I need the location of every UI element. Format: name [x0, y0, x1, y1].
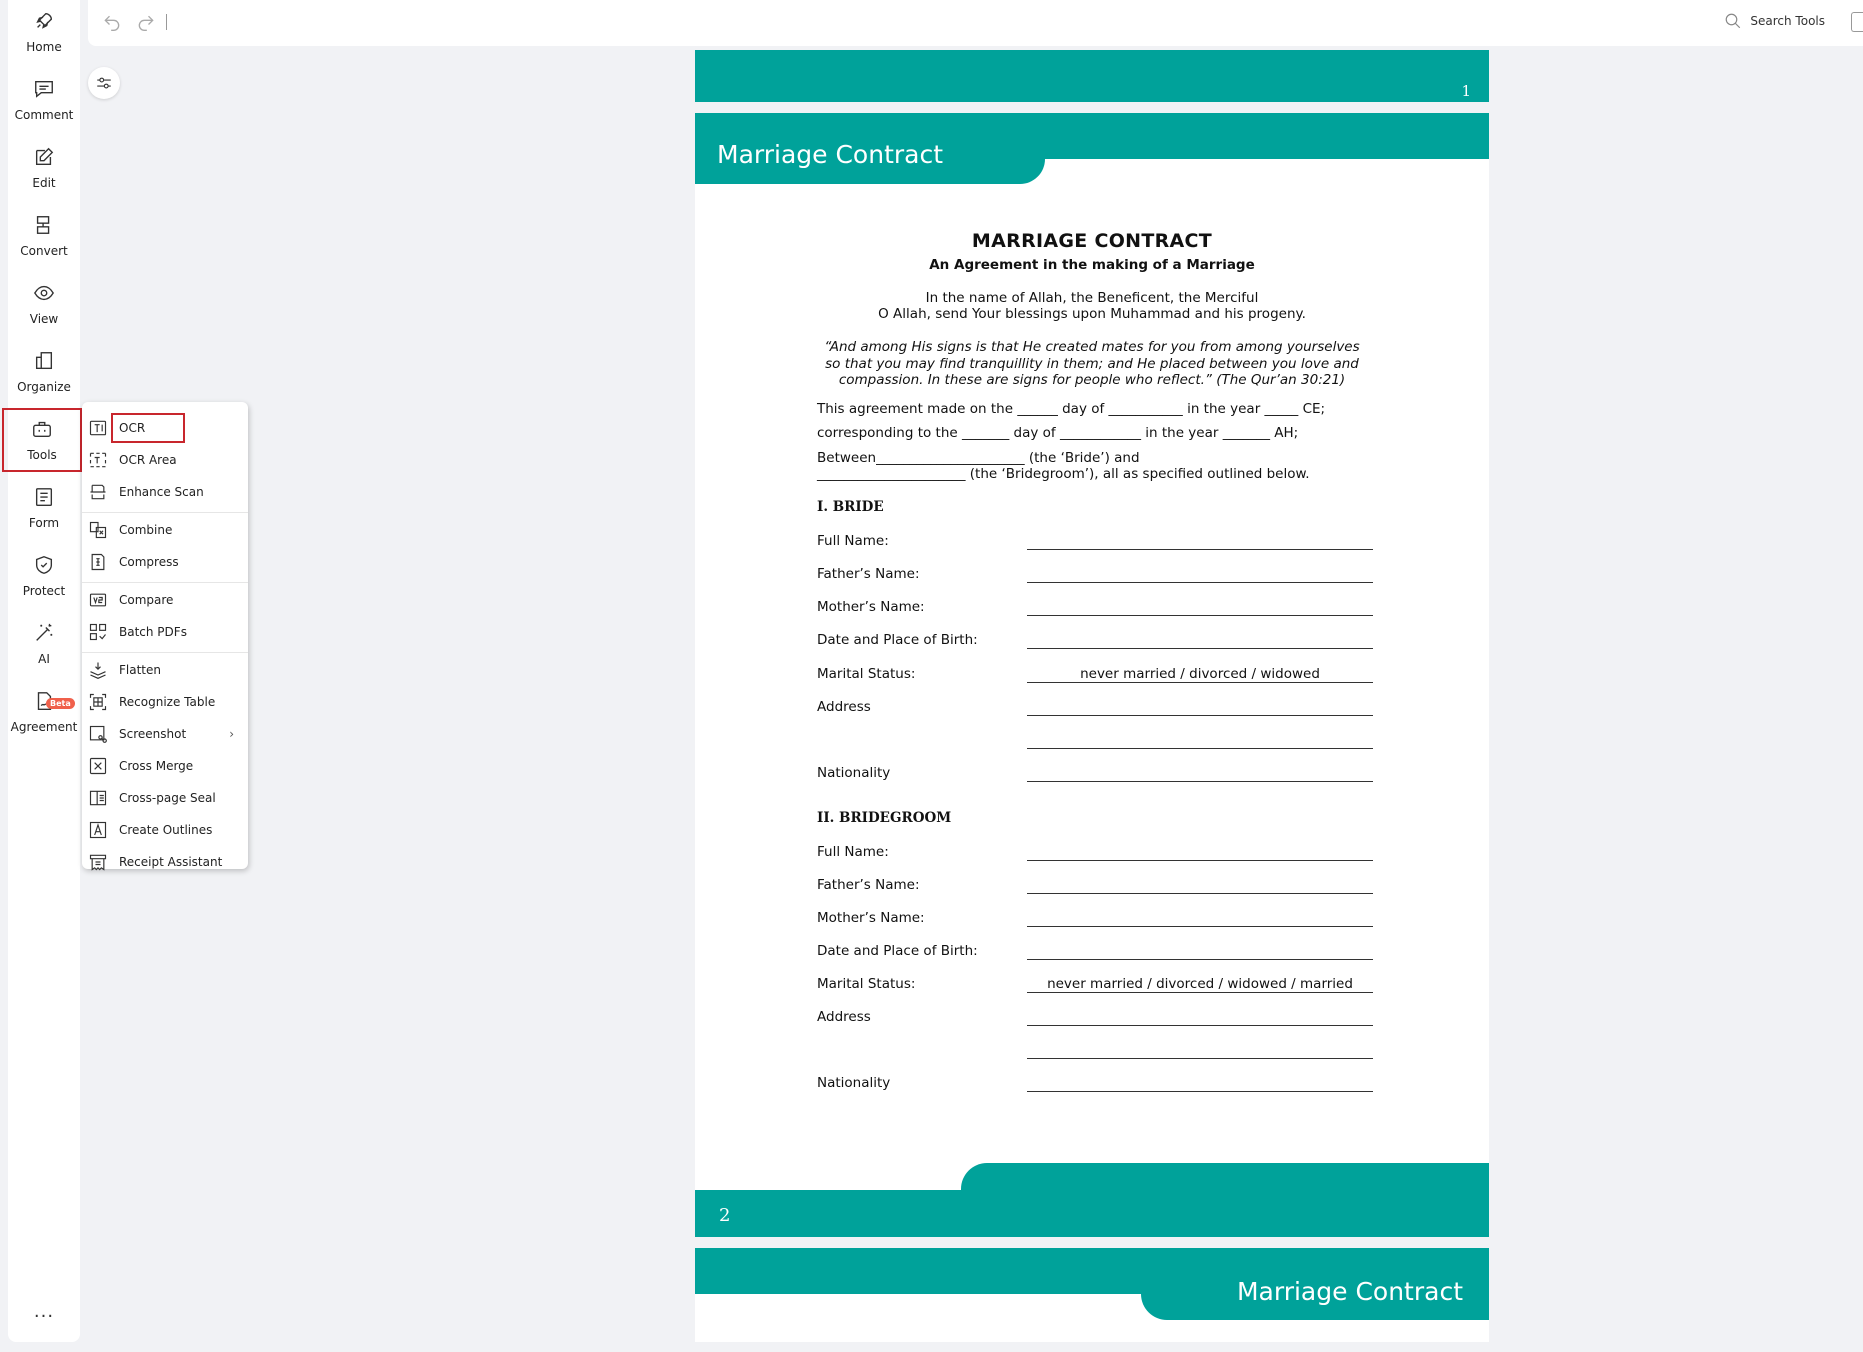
banner-title: Marriage Contract — [1236, 1277, 1463, 1306]
field-label: Date and Place of Birth: — [817, 632, 978, 648]
menu-item-label: Recognize Table — [119, 695, 216, 709]
menu-item-label: Flatten — [119, 663, 161, 677]
magic-wand-icon — [33, 622, 55, 644]
field-underline — [1027, 1091, 1373, 1092]
agreement-line: corresponding to the _______ day of ____________ in the year _______ AH; — [817, 425, 1299, 441]
rail-item-comment[interactable] — [8, 68, 80, 132]
rail-label: Comment — [14, 108, 74, 122]
field-underline — [1027, 992, 1373, 993]
sliders-icon — [95, 74, 113, 92]
field-underline — [1027, 682, 1373, 683]
footer-banner-tab — [961, 1163, 1489, 1193]
receipt-icon — [88, 852, 108, 872]
menu-item-label: Batch PDFs — [119, 625, 187, 639]
form-icon — [33, 486, 55, 508]
comment-icon — [33, 78, 55, 100]
top-toolbar — [88, 0, 1863, 46]
rail-item-agreement[interactable] — [8, 680, 80, 744]
field-underline — [1027, 549, 1373, 550]
field-label: Father’s Name: — [817, 877, 920, 893]
field-underline — [1027, 1058, 1373, 1059]
beta-badge: Beta — [46, 698, 75, 709]
combine-icon — [88, 520, 108, 540]
left-navigation-rail — [8, 0, 80, 1342]
rail-label: Agreement — [10, 720, 78, 734]
menu-item-label: Cross Merge — [119, 759, 194, 773]
page-1-footer — [695, 50, 1489, 102]
field-underline — [1027, 715, 1373, 716]
toolbar-divider — [166, 14, 167, 30]
rail-item-home[interactable] — [8, 0, 80, 64]
rail-label: Convert — [20, 244, 68, 258]
screenshot-icon — [88, 724, 108, 744]
field-label: Father’s Name: — [817, 566, 920, 582]
agreement-line: This agreement made on the ______ day of ___________ in the year _____ CE; — [817, 401, 1326, 417]
menu-item-label: OCR — [113, 415, 183, 441]
undo-button[interactable] — [102, 12, 122, 36]
invocation-line: In the name of Allah, the Beneficent, the Merciful — [925, 290, 1259, 306]
page-2 — [695, 113, 1489, 1237]
field-label: Address — [817, 699, 871, 715]
quote-line: “And among His signs is that He created mates for you from among yourselves — [824, 339, 1360, 355]
shield-icon — [33, 554, 55, 576]
field-label: Full Name: — [817, 533, 889, 549]
invocation-line: O Allah, send Your blessings upon Muhammad and his progeny. — [878, 306, 1306, 322]
undo-icon — [102, 12, 122, 32]
side-panel-icon[interactable] — [1851, 12, 1863, 32]
bridegroom-section-heading: II. BRIDEGROOM — [817, 810, 952, 826]
menu-separator — [82, 582, 248, 583]
convert-icon — [33, 214, 55, 236]
menu-item-label: Compress — [119, 555, 179, 569]
menu-item-screenshot[interactable] — [82, 718, 248, 750]
menu-item-label: Cross-page Seal — [119, 791, 216, 805]
menu-item-batch-pdfs[interactable] — [82, 616, 248, 648]
field-underline — [1027, 959, 1373, 960]
page-number: 1 — [1461, 82, 1471, 100]
more-options-button[interactable]: ... — [33, 1301, 55, 1322]
menu-separator — [82, 652, 248, 653]
field-underline — [1027, 893, 1373, 894]
submenu-chevron-icon: › — [229, 727, 234, 741]
field-label: Mother’s Name: — [817, 599, 925, 615]
field-label: Date and Place of Birth: — [817, 943, 978, 959]
field-underline — [1027, 1025, 1373, 1026]
rail-label: Protect — [22, 584, 66, 598]
menu-item-enhance-scan[interactable] — [82, 476, 248, 508]
cross-merge-icon — [88, 756, 108, 776]
menu-item-create-outlines[interactable] — [82, 814, 248, 846]
menu-separator — [82, 512, 248, 513]
menu-item-flatten[interactable] — [82, 654, 248, 686]
field-underline — [1027, 781, 1373, 782]
search-icon — [1724, 12, 1742, 30]
field-underline — [1027, 582, 1373, 583]
page-3-header — [695, 1248, 1489, 1342]
quote-line: compassion. In these are signs for people who reflect.” (The Qur’an 30:21) — [838, 372, 1346, 388]
field-label: Full Name: — [817, 844, 889, 860]
field-label: Marital Status: — [817, 976, 916, 992]
ocr-area-icon — [88, 450, 108, 470]
quote-line: so that you may find tranquillity in them; and He placed between you love and — [825, 356, 1359, 372]
field-underline — [1027, 748, 1373, 749]
rail-label: Tools — [27, 448, 57, 462]
menu-item-combine[interactable] — [82, 514, 248, 546]
bride-section-heading: I. BRIDE — [817, 499, 884, 515]
menu-item-label: Enhance Scan — [119, 485, 204, 499]
marital-status-options: never married / divorced / widowed — [1080, 666, 1320, 682]
rail-label: Organize — [17, 380, 71, 394]
field-label: Address — [817, 1009, 871, 1025]
menu-item-ocr-area[interactable] — [82, 444, 248, 476]
rocket-icon — [33, 10, 55, 32]
rail-label: Edit — [32, 176, 56, 190]
rail-label: Home — [26, 40, 62, 54]
create-outlines-icon — [88, 820, 108, 840]
rail-label: Form — [28, 516, 60, 530]
rail-label: AI — [38, 652, 50, 666]
search-tools-button[interactable] — [1724, 12, 1825, 30]
batch-pdfs-icon — [88, 622, 108, 642]
rail-item-ai[interactable] — [8, 612, 80, 676]
menu-item-compare[interactable] — [82, 584, 248, 616]
eye-icon — [33, 282, 55, 304]
field-label: Nationality — [817, 765, 891, 781]
redo-icon — [136, 12, 156, 32]
agreement-line: Between______________________ (the ‘Bride’) and — [817, 450, 1140, 466]
document-subtitle: An Agreement in the making of a Marriage — [929, 257, 1255, 273]
enhance-scan-icon — [88, 482, 108, 502]
menu-item-label: Compare — [119, 593, 174, 607]
rail-item-edit[interactable] — [8, 136, 80, 200]
compare-icon — [88, 590, 108, 610]
field-underline — [1027, 648, 1373, 649]
rail-item-form[interactable] — [8, 476, 80, 540]
edit-icon — [33, 146, 55, 168]
agreement-line: ______________________ (the ‘Bridegroom’), all as specified outlined below. — [817, 466, 1310, 482]
menu-item-cross-page-seal[interactable] — [82, 782, 248, 814]
menu-item-cross-merge[interactable] — [82, 750, 248, 782]
field-underline — [1027, 926, 1373, 927]
field-label: Mother’s Name: — [817, 910, 925, 926]
ocr-icon — [88, 418, 108, 438]
menu-item-receipt-assistant[interactable] — [82, 846, 248, 878]
search-tools-label: Search Tools — [1750, 14, 1825, 28]
flatten-icon — [88, 660, 108, 680]
marital-status-options: never married / divorced / widowed / married — [1047, 976, 1353, 992]
document-title: MARRIAGE CONTRACT — [971, 230, 1213, 252]
menu-item-label: Screenshot — [119, 727, 187, 741]
rail-item-convert[interactable] — [8, 204, 80, 268]
cross-page-seal-icon — [88, 788, 108, 808]
menu-item-label: Combine — [119, 523, 173, 537]
tools-dropdown-menu — [82, 402, 248, 869]
field-underline — [1027, 615, 1373, 616]
filter-settings-button[interactable] — [88, 67, 120, 99]
rail-item-view[interactable] — [8, 272, 80, 336]
page-number: 2 — [719, 1205, 731, 1226]
recognize-table-icon — [88, 692, 108, 712]
rail-item-protect[interactable] — [8, 544, 80, 608]
field-underline — [1027, 860, 1373, 861]
redo-button[interactable] — [136, 12, 156, 36]
menu-item-label: Create Outlines — [119, 823, 213, 837]
menu-item-recognize-table[interactable] — [82, 686, 248, 718]
rail-label: View — [29, 312, 59, 326]
field-label: Nationality — [817, 1075, 891, 1091]
banner-title: Marriage Contract — [717, 140, 944, 169]
rail-item-tools[interactable] — [2, 408, 82, 472]
footer-banner — [695, 1190, 1489, 1237]
menu-item-label: Receipt Assistant — [119, 855, 223, 869]
menu-item-ocr[interactable] — [82, 412, 248, 444]
toolbox-icon — [31, 418, 53, 440]
menu-item-compress[interactable] — [82, 546, 248, 578]
compress-icon — [88, 552, 108, 572]
menu-item-label: OCR Area — [119, 453, 177, 467]
rail-item-organize[interactable] — [8, 340, 80, 404]
field-label: Marital Status: — [817, 666, 916, 682]
organize-icon — [33, 350, 55, 372]
